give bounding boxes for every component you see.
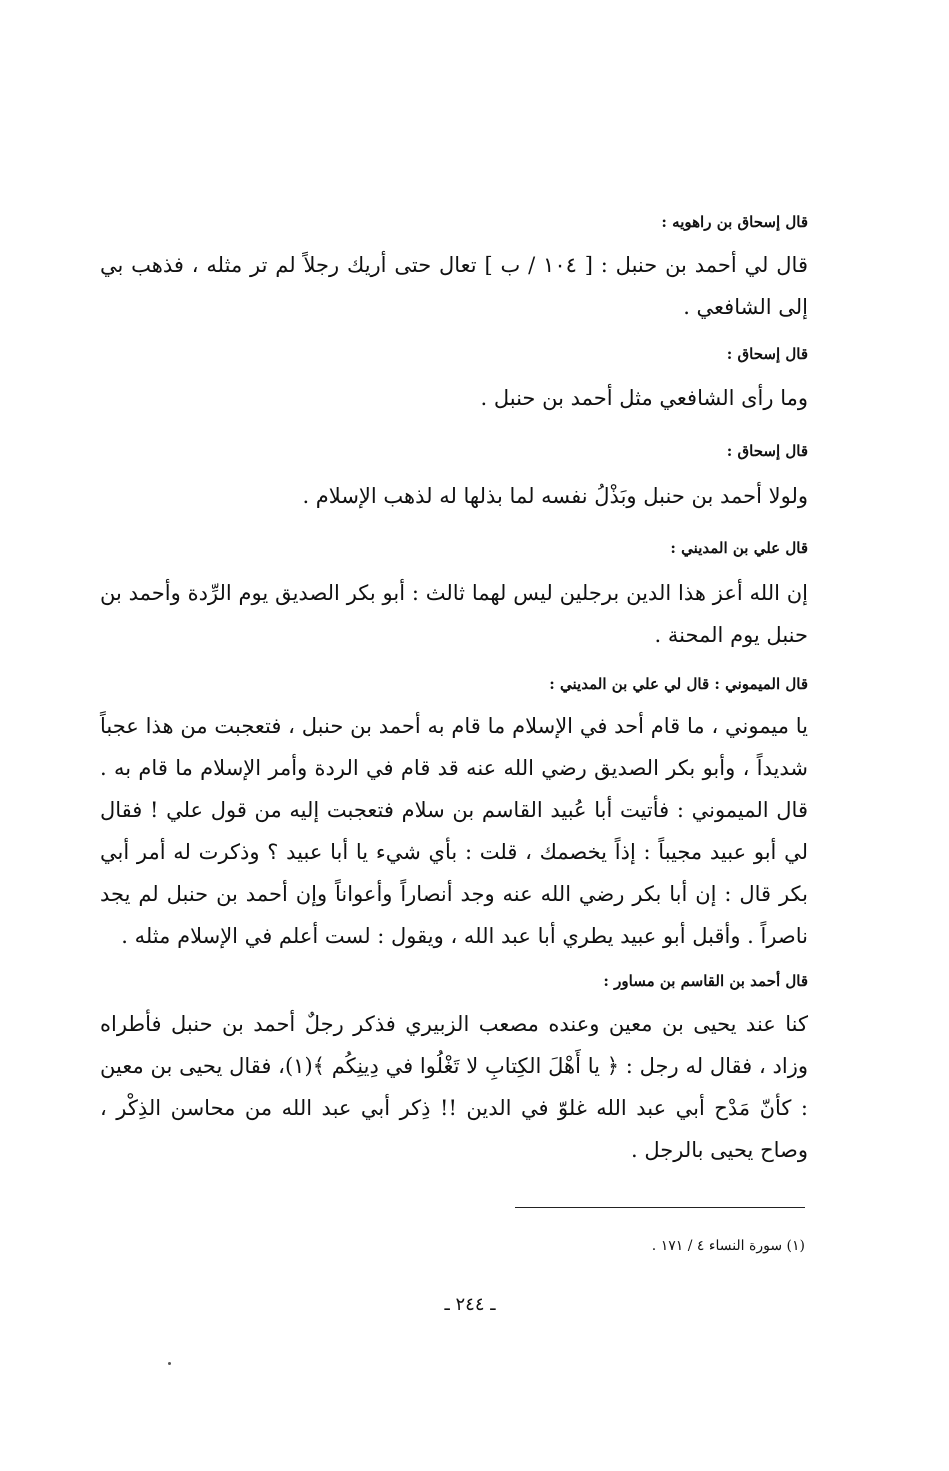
page-number: ـ ٢٤٤ ـ bbox=[444, 1294, 496, 1315]
footnote-separator bbox=[515, 1207, 805, 1208]
section-6-text: كنا عند يحيى بن معين وعنده مصعب الزبيري فذكر رجلٌ أحمد بن حنبل فأطراه وزاد ، فقال له رجل : ﴿ يا أَهْلَ الكِتابِ لا تَغْلُوا في دِينِكُم ﴾(١)، فقال يحيى بن معين : كأنّ مَدْح أبي عبد الله غلوّ في الدين !! ذِكر أبي عبد الله من محاسن الذِكْر ، وصاح يحيى بالرجل . bbox=[100, 1012, 808, 1162]
section-2-heading: قال إسحاق : bbox=[726, 345, 808, 363]
section-4-heading: قال علي بن المديني : bbox=[670, 539, 808, 557]
section-5-text: يا ميموني ، ما قام أحد في الإسلام ما قام به أحمد بن حنبل ، فتعجبت من هذا عجباً شديداً ، وأبو بكر الصديق رضي الله عنه قد قام في الردة وأمر الإسلام ما قام به . قال الميموني : فأتيت أبا عُبيد القاسم بن سلام فتعجبت إليه من قول علي ! فقال لي أبو عبيد مجيباً : إذاً يخصمك ، قلت : بأي شيء يا أبا عبيد ؟ وذكرت له أمر أبي بكر قال : إن أبا بكر رضي الله عنه وجد أنصاراً وأعواناً وإن أحمد بن حنبل لم يجد ناصراً . وأقبل أبو عبيد يطري أبا عبد الله ، ويقول : لست أعلم في الإسلام مثله . bbox=[100, 714, 808, 948]
section-3-heading: قال إسحاق : bbox=[726, 442, 808, 460]
scan-speck bbox=[168, 1362, 171, 1365]
section-3-text: ولولا أحمد بن حنبل وبَذْلُ نفسه لما بذلها له لذهب الإسلام . bbox=[302, 484, 808, 508]
section-1-text: قال لي أحمد بن حنبل : [ ١٠٤ / ب ] تعال حتى أريك رجلاً لم تر مثله ، فذهب بي إلى الشافعي . bbox=[100, 253, 808, 319]
section-1-heading: قال إسحاق بن راهويه : bbox=[661, 213, 808, 231]
section-5-heading: قال الميموني : قال لي علي بن المديني : bbox=[549, 675, 808, 693]
footnote: (١) سورة النساء ٤ / ١٧١ . bbox=[651, 1238, 805, 1254]
section-4-text: إن الله أعز هذا الدين برجلين ليس لهما ثالث : أبو بكر الصديق يوم الرِّدة وأحمد بن حنبل يوم المحنة . bbox=[100, 581, 808, 647]
section-6-heading: قال أحمد بن القاسم بن مساور : bbox=[603, 972, 808, 990]
section-2-text: وما رأى الشافعي مثل أحمد بن حنبل . bbox=[480, 386, 808, 410]
